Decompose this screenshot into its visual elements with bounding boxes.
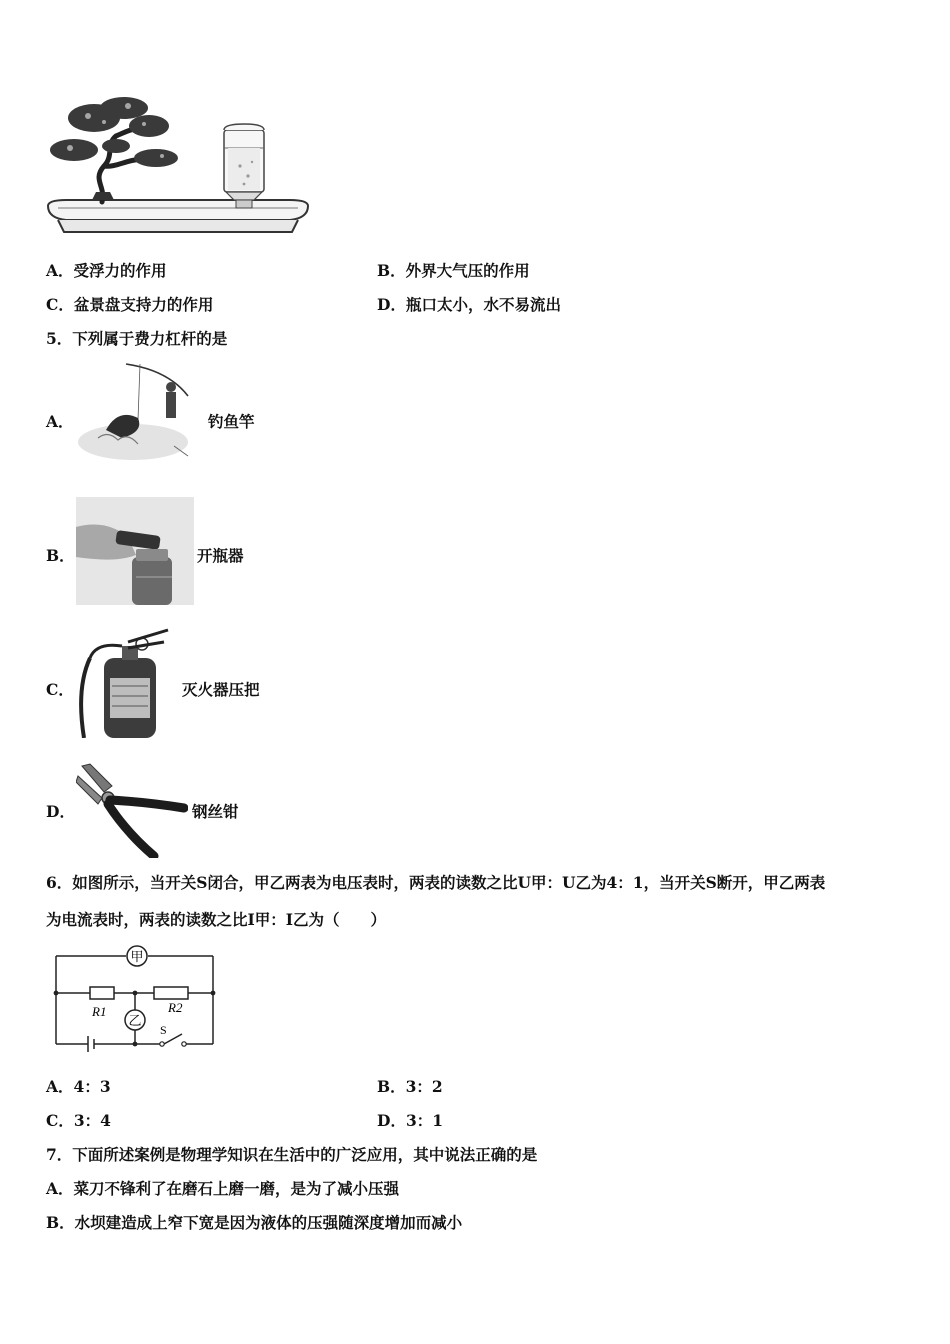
option-text: 3：2 <box>405 1077 443 1096</box>
option-text: 外界大气压的作用 <box>405 261 530 280</box>
q4-option-b <box>377 261 530 281</box>
q5-option-d-text: 钢丝钳 <box>192 802 239 821</box>
q6-option-c <box>46 1111 111 1131</box>
fishing-rod-image <box>78 360 208 466</box>
bonsai-bottle-figure <box>44 96 312 238</box>
option-text: 3：1 <box>405 1111 444 1130</box>
switch-label: S <box>160 1023 167 1037</box>
option-letter: C． <box>46 1111 74 1130</box>
q6-option-d <box>377 1111 443 1131</box>
option-letter: D． <box>377 295 406 314</box>
option-letter: B． <box>377 1077 406 1096</box>
fire-extinguisher-image <box>76 628 172 738</box>
q5-option-c-letter: C． <box>46 680 74 699</box>
pliers-image <box>76 762 188 858</box>
option-letter: C． <box>46 295 74 314</box>
q5-option-b-letter: B． <box>46 546 75 565</box>
q5-option-a-text: 钓鱼竿 <box>208 412 255 431</box>
q5-option-d-letter: D． <box>46 802 75 821</box>
option-letter: A． <box>46 1077 74 1096</box>
option-text: 受浮力的作用 <box>73 261 167 280</box>
option-text: 3：4 <box>73 1111 111 1130</box>
meter-top-label: 甲 <box>130 949 144 964</box>
option-text: 瓶口太小，水不易流出 <box>405 295 561 314</box>
resistor-r2-label: R2 <box>168 1000 183 1015</box>
option-text: 4：3 <box>73 1077 111 1096</box>
q7-option-b <box>46 1213 462 1233</box>
q5-option-c-text: 灭火器压把 <box>182 680 260 699</box>
option-letter: A． <box>46 261 74 280</box>
option-text: 盆景盘支持力的作用 <box>73 295 214 314</box>
option-letter: B． <box>377 261 406 280</box>
q6-option-a <box>46 1077 111 1097</box>
circuit-diagram <box>48 942 220 1058</box>
q6-stem-line1: 6．如图所示，当开关S闭合，甲乙两表为电压表时，两表的读数之比U甲：U乙为4：1，当开关S断开，甲乙两表 <box>46 873 826 892</box>
q5-option-a-letter: A． <box>46 412 74 431</box>
q5-option-b-text: 开瓶器 <box>197 546 244 565</box>
q7-stem: 7．下面所述案例是物理学知识在生活中的广泛应用，其中说法正确的是 <box>46 1145 538 1164</box>
q6-option-b <box>377 1077 443 1097</box>
resistor-r1-label: R1 <box>92 1004 107 1019</box>
bottle-opener-image <box>76 497 194 605</box>
option-letter: B． <box>46 1213 75 1232</box>
q4-option-d <box>377 295 561 315</box>
q6-stem-line2: 为电流表时，两表的读数之比I甲：I乙为（ ） <box>46 910 387 929</box>
option-letter: A． <box>46 1179 74 1198</box>
q7-option-a <box>46 1179 399 1199</box>
meter-mid-label: 乙 <box>128 1013 142 1028</box>
q4-option-a <box>46 261 167 281</box>
q4-option-c <box>46 295 213 315</box>
option-text: 水坝建造成上窄下宽是因为液体的压强随深度增加而减小 <box>74 1213 463 1232</box>
option-letter: D． <box>377 1111 406 1130</box>
q5-stem: 5．下列属于费力杠杆的是 <box>46 329 228 348</box>
option-text: 菜刀不锋利了在磨石上磨一磨，是为了减小压强 <box>73 1179 400 1198</box>
